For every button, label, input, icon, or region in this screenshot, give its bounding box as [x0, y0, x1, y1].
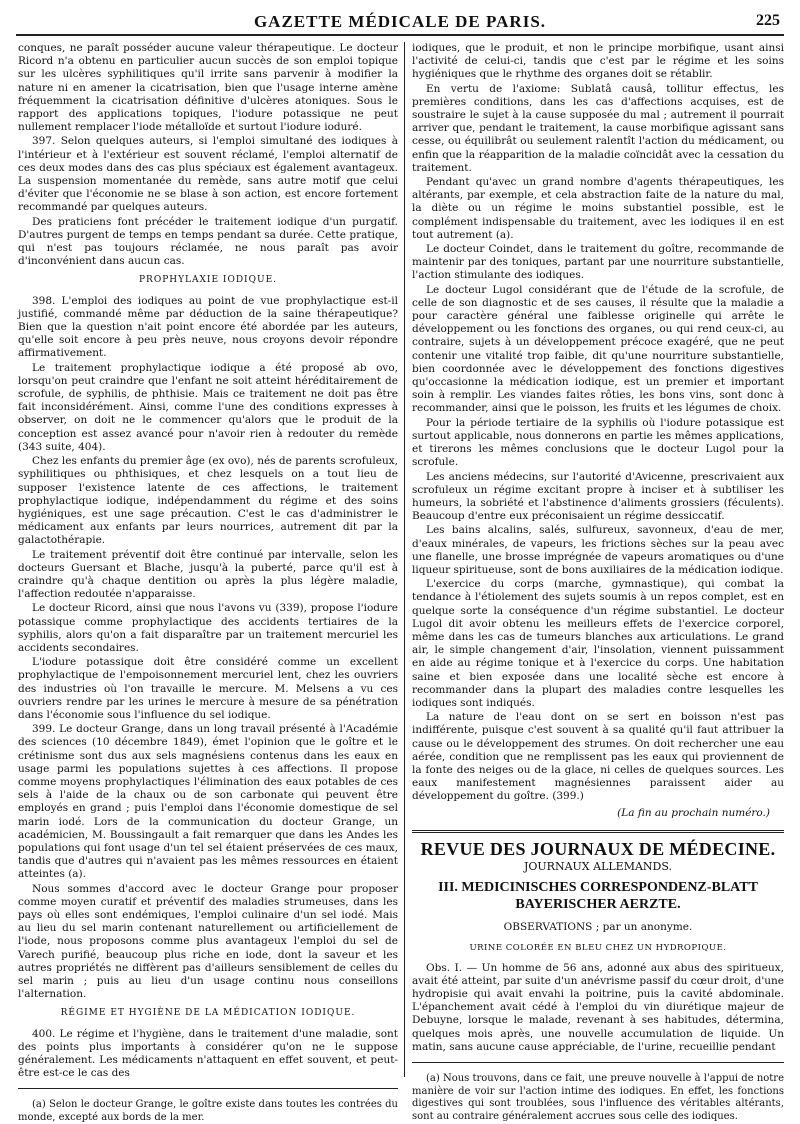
page-header — [16, 10, 784, 36]
paragraph: Les bains alcalins, salés, sulfureux, savonneux, d'eau de mer, d'eaux minérales, de vapeurs, les frictions sèches sur la peau avec une flanelle, une brosse imprégnée de vapeurs aromatiques ou d'une liqueur spiritueuse, sont de bons auxiliaires de la médication iodique. — [412, 524, 784, 576]
footnote-rule — [18, 1088, 398, 1089]
section-title: REVUE DES JOURNAUX DE MÉDECINE. — [420, 838, 776, 859]
paragraph: L'iodure potassique doit être considéré comme un excellent prophylactique de l'empoisonnement mercuriel lent, chez les ouvriers des industries où l'on travaille le mercure. M. Melsens a vu ces ouvriers rendre par les urines le mercure à mesure de sa pénétration dans l'économie sous l'influence du sel iodique. — [18, 656, 398, 721]
journal-heading: III. MEDICINISCHES CORRESPONDENZ-BLATT BAYERISCHER AERZTE. — [438, 880, 758, 913]
paragraph: 398. L'emploi des iodiques au point de vue prophylactique est-il justifié, commandé même par déduction de la saine thérapeutique? Bien que la question n'ait point encore été abordée par les auteurs, qu'elle soit encore à peu près neuve, nous croyons devoir répondre affirmativement. — [18, 294, 398, 360]
paragraph: Les anciens médecins, sur l'autorité d'Avicenne, prescrivaient aux scrofuleux un régime excitant propre à inciser et à subtiliser les humeurs, la sobriété et l'abstinence d'aliments grossiers (féculents). Beaucoup d'entre eux préconisaient un régime dessiccatif. — [412, 470, 784, 523]
page-number: 225 — [756, 12, 780, 29]
paragraph: 400. Le régime et l'hygiène, dans le traitement d'une maladie, sont des points plus importants à considérer qu'on ne le suppose généralement. Les médicaments n'attaquent en effet souvent, et peut-être est-ce le cas des — [18, 1027, 398, 1080]
paragraph: Chez les enfants du premier âge (ex ovo), nés de parents scrofuleux, syphilitiques ou phthisiques, et chez lesquels on a tout lieu de supposer l'existence latente de ces affections, le traitement prophylactique iodique, indépendamment du régime et des soins hygiéniques, est une sage précaution. C'est le cas d'administrer le médicament aux enfants par leurs nourrices, autrement dit par la galactothérapie. — [18, 455, 398, 547]
paragraph: Obs. I. — Un homme de 56 ans, adonné aux abus des spiritueux, avait été atteint, par suite d'un anévrisme passif du cœur droit, d'une hydropisie qui avait envahi la poitrine, puis la cavité abdominale. L'épanchement avait cédé à l'emploi du vin diurétique majeur de Debuyne, lorsque le malade, revenant à ses habitudes, détermina, quelques mois après, une nouvelle accumulation de liquide. Un matin, sans aucune cause appréciable, de l'urine, recueillie pendant — [412, 961, 784, 1053]
paragraph: Le docteur Ricord, ainsi que nous l'avons vu (339), propose l'iodure potassique comme prophylactique des accidents tertiaires de la syphilis, alors qu'on a fait disparaître par un traitement mercuriel les accidents secondaires. — [18, 602, 398, 654]
paragraph: 397. Selon quelques auteurs, si l'emploi simultané des iodiques à l'intérieur et à l'extérieur est souvent réclamé, l'emploi alternatif de ces deux modes dans des cas plus spéciaux est également avantageux. La suspension momentanée du remède, sans autre motif que celui d'éviter que l'économie ne se blase à son action, est encore fortement recommandé par quelques auteurs. — [18, 135, 398, 214]
journal-title: GAZETTE MÉDICALE DE PARIS. — [253, 12, 547, 31]
right-column — [412, 42, 784, 1122]
paragraph: Des praticiens font précéder le traitement iodique d'un purgatif. D'autres purgent de temps en temps pendant sa durée. Cette pratique, qui n'est pas toujours réclamée, ne nous paraît pas avoir d'inconvénient dans aucun cas. — [18, 215, 398, 268]
paragraph: Pour la période tertiaire de la syphilis où l'iodure potassique est surtout applicable, nous donnerons en partie les mêmes applications, et tirerons les mêmes conclusions que le docteur Lugol pour la scrofule. — [412, 416, 784, 469]
paragraph: Le docteur Lugol considérant que de l'étude de la scrofule, de celle de son diagnostic et de ses causes, il résulte que la maladie a pour caractère général une faiblesse originelle qui arrête le développement ou les fonctions des organes, ou qui rend ceux-ci, au contraire, sujets à un développement précoce exagéré, que ne peut contenir une vitalité trop faible, dit qu'une nourriture substantielle, bien coordonnée avec le développement des fonctions digestives qu'occasionne la médication iodique, est un premier et important soin à remplir. Les viandes faites rôties, les bons vins, sont donc à recommander, ainsi que le poisson, les fruits et les légumes de choix. — [412, 283, 784, 415]
paragraph: L'exercice du corps (marche, gymnastique), qui combat la tendance à l'étiolement des sujets soumis à un repos complet, est en quelque sorte la conséquence d'un régime substantiel. Le docteur Lugol dit avoir obtenu les meilleurs effets de l'exercice corporel, même dans les cas de tumeurs blanches aux articulations. Le grand air, le simple changement d'air, l'insolation, viennent puissamment en aide au régime tonique et à l'exercice du corps. Une habitation saine et bien exposée dans une localité sèche est encore à recommander dans la plupart des maladies contre lesquelles les iodiques sont indiqués. — [412, 578, 784, 709]
footnote: (a) Selon le docteur Grange, le goître existe dans toutes les contrées du monde, excepté aux bords de la mer. — [18, 1099, 398, 1123]
paragraph: iodiques, que le produit, et non le principe morbifique, usant ainsi l'activité de celui-ci, tandis que c'est par le régime et les soins hygiéniques que le rhythme des organes doit se rétablir. — [412, 42, 784, 81]
column-divider — [404, 42, 405, 1077]
paragraph: conques, ne paraît posséder aucune valeur thérapeutique. Le docteur Ricord n'a obtenu en particulier aucun succès de son emploi topique sur les ulcères syphilitiques qu'il irrite sans parvenir à modifier la nature ni en amener la cicatrisation, bien que l'usage interne amène fréquemment la cicatrisation définitive d'ulcères atoniques. Sous le rapport des applications topiques, l'iodure potassique ne peut nullement remplacer l'iode métalloïde et surtout l'iodure ioduré. — [18, 42, 398, 134]
paragraph: La nature de l'eau dont on se sert en boisson n'est pas indifférente, puisque c'est souvent à sa qualité qu'il faut attribuer la cause ou le développement des strumes. On doit rechercher une eau aérée, condition que ne remplissent pas les eaux qui proviennent de la fonte des neiges ou de la glace, ni celles de quelques sources. Les eaux manifestement magnésiennes paraissent aider au développement du goître. (399.) — [412, 711, 784, 803]
left-column — [18, 42, 398, 1123]
paragraph: Pendant qu'avec un grand nombre d'agents thérapeutiques, les altérants, par exemple, et cela abstraction faite de la nature du mal, la diète ou un régime le moins substantiel possible, est le complément indispensable du traitement, avec les iodiques il en est tout autrement (a). — [412, 176, 784, 241]
section-subtitle: JOURNAUX ALLEMANDS. — [523, 859, 673, 873]
paragraph: Le traitement prophylactique iodique a été proposé ab ovo, lorsqu'on peut craindre que l'enfant ne soit atteint héréditairement de scrofule, de syphilis, de phthisie. Mais ce traitement ne doit pas être fait inconsidérément. Ainsi, comme l'une des conditions expresses à observer, on doit ne le commencer qu'alors que le produit de la conception est assez avancé pour n'avoir rien à redouter du remède (343 suite, 404). — [18, 361, 398, 453]
section-rule — [412, 830, 784, 833]
paragraph: Le traitement préventif doit être continué par intervalle, selon les docteurs Guersant et Blache, jusqu'à la puberté, parce qu'il est à craindre qu'à chaque dentition ou après la plus légère maladie, l'affection redoutée n'apparaisse. — [18, 548, 398, 601]
paragraph: Nous sommes d'accord avec le docteur Grange pour proposer comme moyen curatif et préventif des maladies strumeuses, dans les pays où elles sont endémiques, l'emploi culinaire d'un sel iodé. Mais au lieu du sel marin contenant naturellement ou artificiellement de l'iode, nous proposons comme plus avantageux l'emploi du sel de Varech purifié, beaucoup plus riche en iode, dont la saveur et les autres propriétés ne diffèrent pas d'ailleurs sensiblement de celles du sel marin ; puis au lieu d'un usage continu nous conseillons l'alternation. — [18, 882, 398, 1001]
section-heading: PROPHYLAXIE IODIQUE. — [138, 275, 278, 286]
footnote-rule — [412, 1062, 784, 1063]
paragraph: Le docteur Coindet, dans le traitement du goître, recommande de maintenir par des toniques, partant par une nourriture substantielle, l'action stimulante des iodiques. — [412, 243, 784, 282]
footnote: (a) Nous trouvons, dans ce fait, une preuve nouvelle à l'appui de notre manière de voir sur l'action intime des iodiques. En effet, les fonctions digestives qui sont troublées, sous l'influence des véritables altérants, sont au contraire généralement accrues sous celle des iodiques. — [412, 1073, 784, 1122]
paragraph: 399. Le docteur Grange, dans un long travail présenté à l'Académie des sciences (10 décembre 1849), émet l'opinion que le goître et le crétinisme sont dus aux sels magnésiens contenus dans les eaux en usage parmi les populations sujettes à ces affections. Il propose comme moyens prophylactiques l'élimination des eaux potables de ces sels à l'aide de la chaux ou de son carbonate qui peuvent être employés en grand ; puis l'emploi dans l'économie domestique de sel marin iodé. Lors de la communication du docteur Grange, un académicien, M. Boussingault a fait remarquer que dans les Andes les populations qui font usage d'un tel sel étaient préservées de ces maux, tandis que d'autres qui n'avaient pas les mêmes ressources en étaient atteintes (a). — [18, 723, 398, 881]
section-heading: RÉGIME ET HYGIÈNE DE LA MÉDICATION IODIQUE. — [60, 1008, 356, 1019]
observation-title: URINE COLORÉE EN BLEU CHEZ UN HYDROPIQUE. — [469, 943, 727, 954]
paragraph: En vertu de l'axiome: Sublatâ causâ, tollitur effectus, les premières conditions, dans les cas d'affections acquises, est de soustraire le sujet à la cause supposée du mal ; autrement il pourrait arriver que, pendant le traitement, la cause morbifique agissant sans cesse, ou équilibrât ou seulement ralentît l'action du médicament, ou enfin que la réapparition de la maladie coïncidât avec la cessation du traitement. — [412, 82, 784, 174]
observations-heading: OBSERVATIONS ; par un anonyme. — [503, 921, 693, 934]
continuation-note: (La fin au prochain numéro.) — [617, 806, 770, 819]
